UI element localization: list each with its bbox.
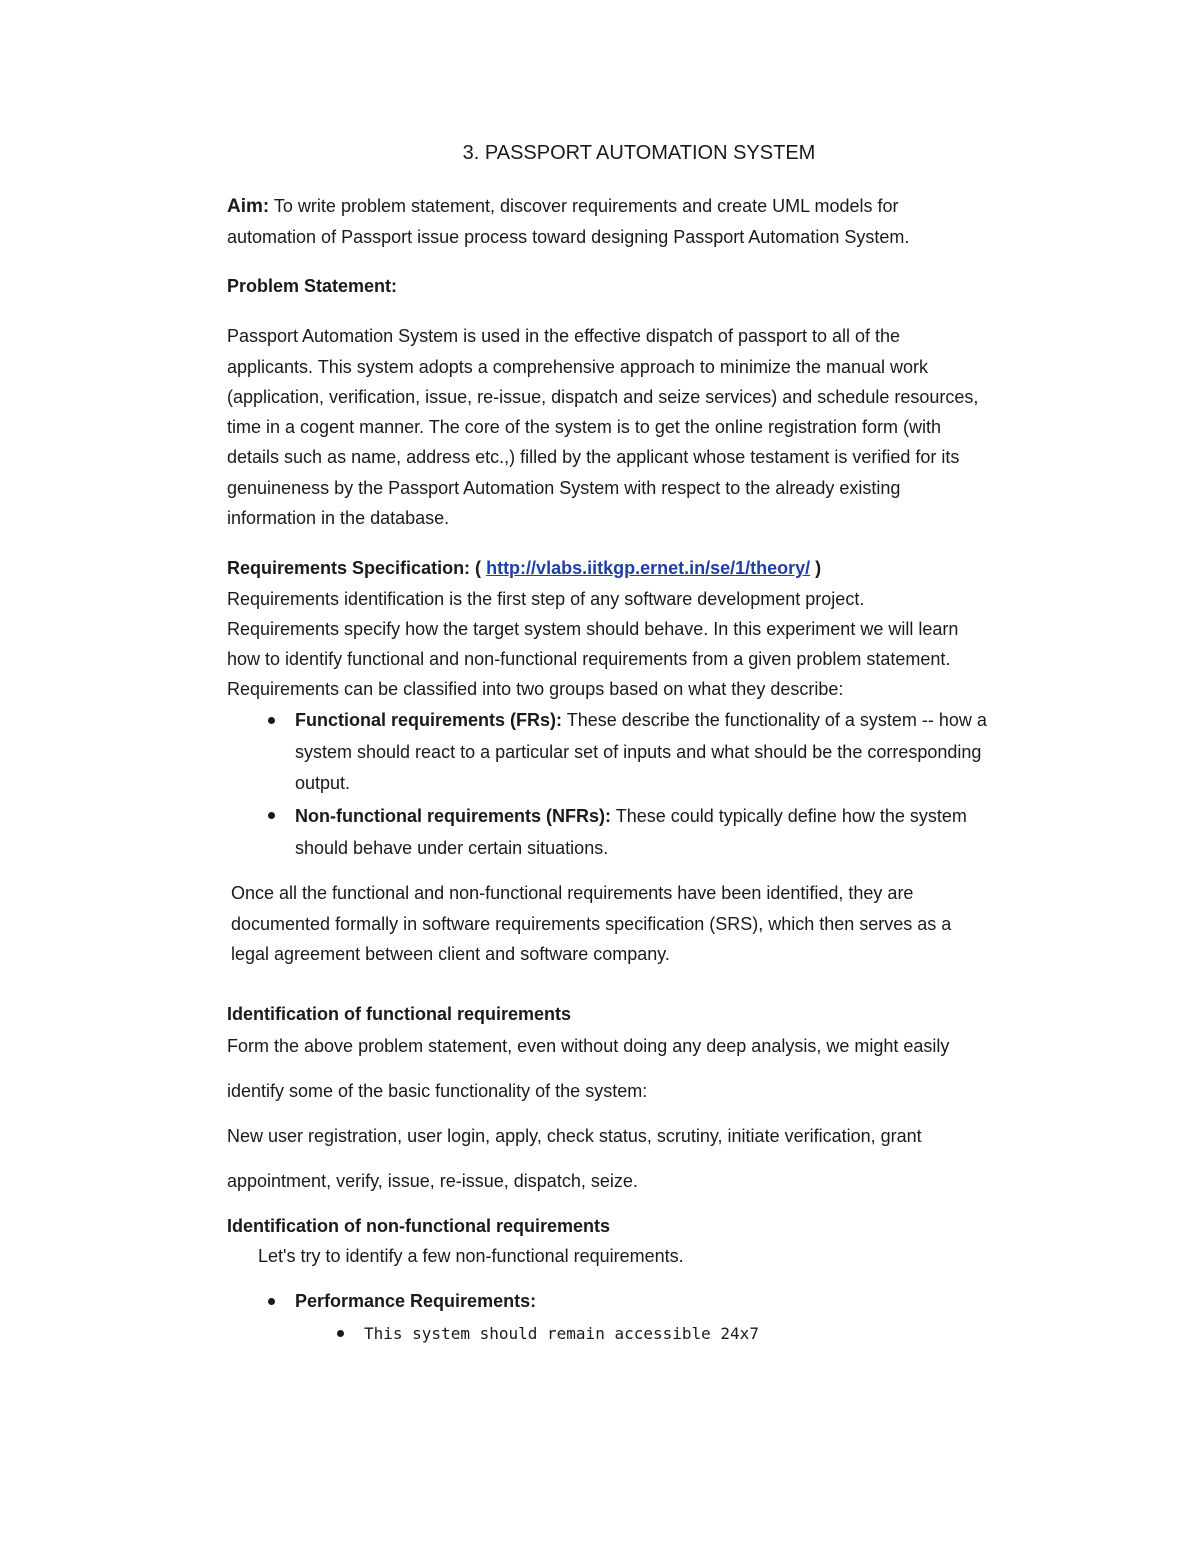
problem-heading: Problem Statement: — [227, 276, 398, 296]
srs-line: legal agreement between client and software company. — [231, 944, 670, 964]
requirements-heading: Requirements Specification: ( — [227, 558, 482, 578]
fr-item-line-3: output. — [295, 773, 351, 793]
problem-line: applicants. This system adopts a comprehensive approach to minimize the manual work — [227, 357, 929, 377]
fr-label: Functional requirements (FRs): — [295, 710, 563, 730]
nonfunctional-intro: Let's try to identify a few non-functional requirements. — [258, 1246, 684, 1266]
srs-line: documented formally in software requirements specification (SRS), which then serves as a — [231, 914, 952, 934]
aim-line-2: automation of Passport issue process toward designing Passport Automation System. — [227, 227, 910, 247]
problem-line: Passport Automation System is used in the effective dispatch of passport to all of the — [227, 326, 901, 346]
nfr-item-line-2: should behave under certain situations. — [295, 838, 609, 858]
requirements-heading-line — [227, 556, 821, 580]
page-title: 3. PASSPORT AUTOMATION SYSTEM — [462, 142, 816, 164]
problem-line: genuineness by the Passport Automation System with respect to the already existing — [227, 478, 901, 498]
bullet-icon — [268, 717, 275, 724]
aim-text-1: To write problem statement, discover requirements and create UML models for — [273, 196, 899, 216]
functional-line: Form the above problem statement, even without doing any deep analysis, we might easily — [227, 1036, 950, 1056]
requirements-heading-close: ) — [815, 558, 822, 578]
requirements-line: Requirements identification is the first step of any software development project. — [227, 589, 865, 609]
bullet-icon — [268, 1298, 275, 1305]
bullet-icon — [268, 812, 275, 819]
nfr-label: Non-functional requirements (NFRs): — [295, 806, 612, 826]
functional-heading: Identification of functional requirements — [227, 1004, 572, 1024]
functional-line: identify some of the basic functionality of the system: — [227, 1081, 648, 1101]
problem-line: time in a cogent manner. The core of the system is to get the online registration form (with — [227, 417, 942, 437]
problem-line: (application, verification, issue, re-issue, dispatch and seize services) and schedule resources, — [227, 387, 979, 407]
functional-line: New user registration, user login, apply, check status, scrutiny, initiate verification, grant — [227, 1126, 922, 1146]
nfr-item-line-1 — [295, 804, 967, 828]
fr-item-line-2: system should react to a particular set of inputs and what should be the corresponding — [295, 742, 982, 762]
problem-line: information in the database. — [227, 508, 450, 528]
fr-item-line-1 — [295, 708, 987, 732]
srs-line: Once all the functional and non-functional requirements have been identified, they are — [231, 883, 914, 903]
fr-text-1: These describe the functionality of a system -- how a — [566, 710, 987, 730]
nonfunctional-heading: Identification of non-functional requirements — [227, 1216, 611, 1236]
requirements-line: Requirements specify how the target system should behave. In this experiment we will learn — [227, 619, 959, 639]
bullet-icon — [337, 1330, 344, 1337]
aim-line-1 — [227, 194, 899, 219]
functional-line: appointment, verify, issue, re-issue, dispatch, seize. — [227, 1171, 638, 1191]
performance-label: Performance Requirements: — [295, 1291, 537, 1311]
aim-label: Aim: — [227, 196, 270, 217]
problem-line: details such as name, address etc.,) filled by the applicant whose testament is verified for its — [227, 447, 960, 467]
requirements-line: how to identify functional and non-functional requirements from a given problem statement. — [227, 649, 951, 669]
performance-item: This system should remain accessible 24x7 — [364, 1324, 759, 1343]
requirements-line: Requirements can be classified into two groups based on what they describe: — [227, 679, 844, 699]
theory-link[interactable]: http://vlabs.iitkgp.ernet.in/se/1/theory/ — [486, 558, 811, 578]
nfr-text-1: These could typically define how the system — [615, 806, 967, 826]
